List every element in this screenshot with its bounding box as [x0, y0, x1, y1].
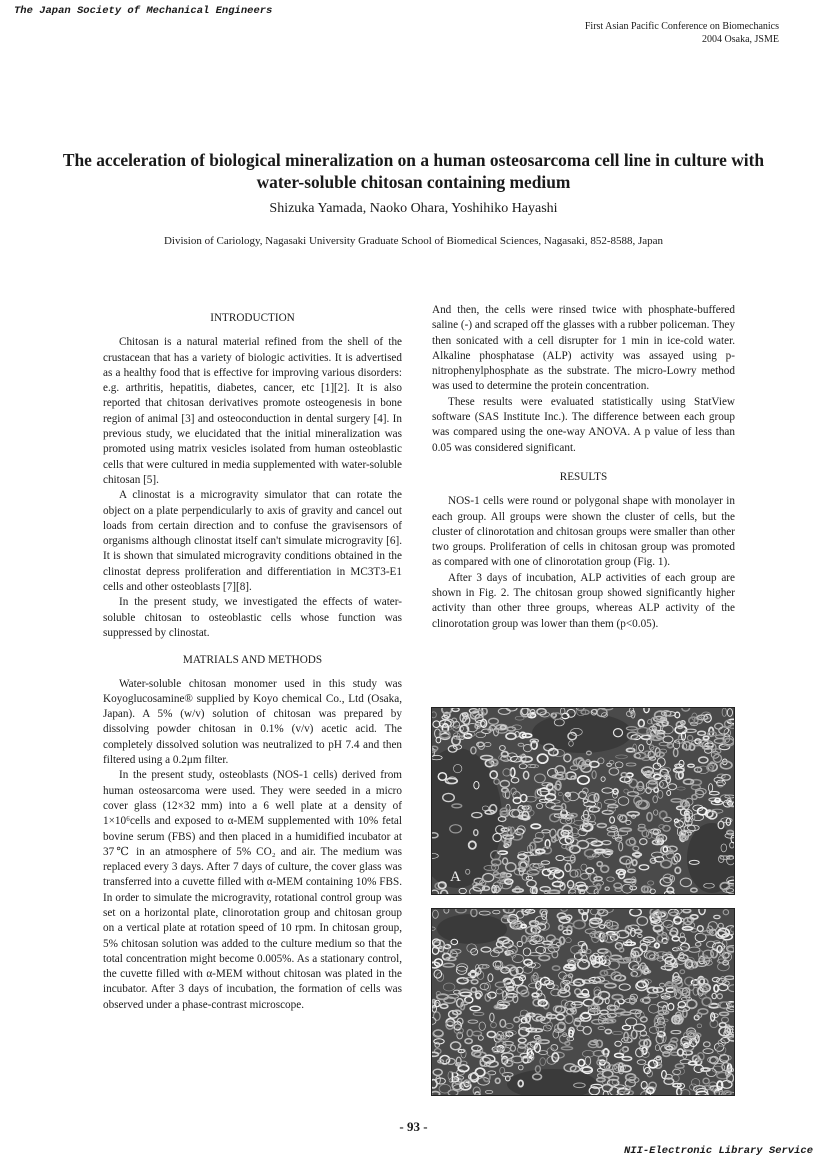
paper-title: The acceleration of biological mineralization on a human osteosarcoma cell line in culture with water-soluble chitosan containing medium [62, 150, 765, 192]
methods-paragraph-3: And then, the cells were rinsed twice with phosphate-buffered saline (-) and scraped off the glasses with a rubber policeman. They then sonicated with a cell disrupter for 1 min in ice-cold water. Alkaline phosphatase (ALP) activity was assayed using p-nitrophenylphosphate as the substrate. The micro-Lowry method was used to determine the protein concentration. [432, 304, 735, 393]
results-paragraph-2: After 3 days of incubation, ALP activities of each group are shown in Fig. 2. The chitosan group showed significantly higher activity than other three groups, whereas ALP activity of the clinorotation group was lower than them (p<0.05). [432, 571, 735, 630]
library-footer: NII-Electronic Library Service [623, 1145, 813, 1157]
results-paragraph-1: NOS-1 cells were round or polygonal shape with monolayer in each group. All groups were shown the cluster of cells, but the cluster of clinorotation and chitosan groups were smaller than other two groups. Proliferation of cells in chitosan group was promoted as compared with one of clinorotation group (Fig. 1). [432, 495, 735, 569]
conference-name: First Asian Pacific Conference on Biomechanics [584, 21, 779, 32]
micrograph-a [431, 707, 735, 895]
methods-paragraph-2: In the present study, osteoblasts (NOS-1 cells) derived from human osteosarcoma were used. They were seeded in a micro cover glass (12×32 mm) into a 6 well plate at a density of 1×10⁶cells and exposed to α-MEM supplemented with 10% fetal bovine serum (FBS) and then placed in a humidified incubator at 37℃ in an atmosphere of 5% CO₂ and air. The medium was replaced every 3 days. After 7 days of culture, the cover glass was transferred into a cuvette filled with α-MEM containing 10% FBS. In order to simulate the microgravity, rotational control group was set on a horizontal plate, clinorotation group and chitosan group on a vertical plate at rotation speed of 10 rpm. In chitosan group, 5% chitosan solution was added to the culture medium so that the total concentration might become 0.005%. As a stationary control, the cuvette filled with α-MEM without chitosan was plated in the incubator. After 3 days of incubation, the formation of cells was observed under a phase-contrast microscope. [103, 769, 402, 1011]
methods-heading: MATRIALS AND METHODS [182, 654, 323, 667]
page-number: - 93 - [399, 1119, 428, 1134]
paper-authors: Shizuka Yamada, Naoko Ohara, Yoshihiko Hayashi [269, 201, 558, 216]
methods-paragraph-4: These results were evaluated statistically using StatView software (SAS Institute Inc.). The difference between each group was compared using the one-way ANOVA. A p value of less than 0.05 was considered significant. [432, 395, 735, 454]
figure-label-a: A [450, 869, 461, 885]
conference-year-place: 2004 Osaka, JSME [702, 33, 779, 45]
methods-paragraph-1: Water-soluble chitosan monomer used in this study was Koyoglucosamine® supplied by Koyo chemical Co., Ltd (Osaka, Japan). A 5% (w/v) solution of chitosan was prepared by dissolving powder chitosan in 0.1% (v/v) acetic acid. The completely dissolved solution was neutralized to pH 7.4 and then filtered using a 0.2μm filter. [103, 677, 402, 767]
micrograph-b-image [432, 909, 734, 1095]
figure-label-b: B [450, 1070, 461, 1086]
results-heading: RESULTS [559, 470, 608, 483]
left-column [103, 311, 402, 1013]
introduction-heading: INTRODUCTION [210, 312, 295, 324]
society-header: The Japan Society of Mechanical Engineers [14, 5, 273, 17]
right-column [432, 303, 735, 632]
micrograph-a-image [432, 708, 734, 894]
conference-info [585, 21, 779, 46]
intro-paragraph-3: In the present study, we investigated the effects of water-soluble chitosan to osteoblastic cells whose function was suppressed by clinostat. [103, 596, 402, 639]
intro-paragraph-1: Chitosan is a natural material refined from the shell of the crustacean that has a variety of biologic activities. It is advertised as a healthy food that is effective for improving various disorders: e.g. arthritis, hepatitis, diabetes, cancer, etc [1][2]. It is also reported that chitosan derivatives promote osteogenesis in bone region of animal [3] and osteoconduction in dental surgery [4]. In previous study, we elucidated that the initial mineralization was promoted using matrix vesicles isolated from human osteoblastic cells that were cultured in media supplemented with water-soluble chitosan [5]. [103, 336, 402, 486]
paper-affiliation: Division of Cariology, Nagasaki University Graduate School of Biomedical Sciences, Nagasaki, 852-8588, Japan [163, 235, 664, 247]
intro-paragraph-2: A clinostat is a microgravity simulator that can rotate the object on a plate perpendicularly to axis of gravity and cancel out loads from certain direction and to confuse the gravisensors of organisms although clinostat itself can't simulate microgravity [6]. It is shown that simulated microgravity conditions obtained in the clinostat depress proliferation and differentiation in MC3T3-E1 cells and other osteoblasts [7][8]. [103, 489, 402, 594]
micrograph-b [431, 908, 735, 1096]
